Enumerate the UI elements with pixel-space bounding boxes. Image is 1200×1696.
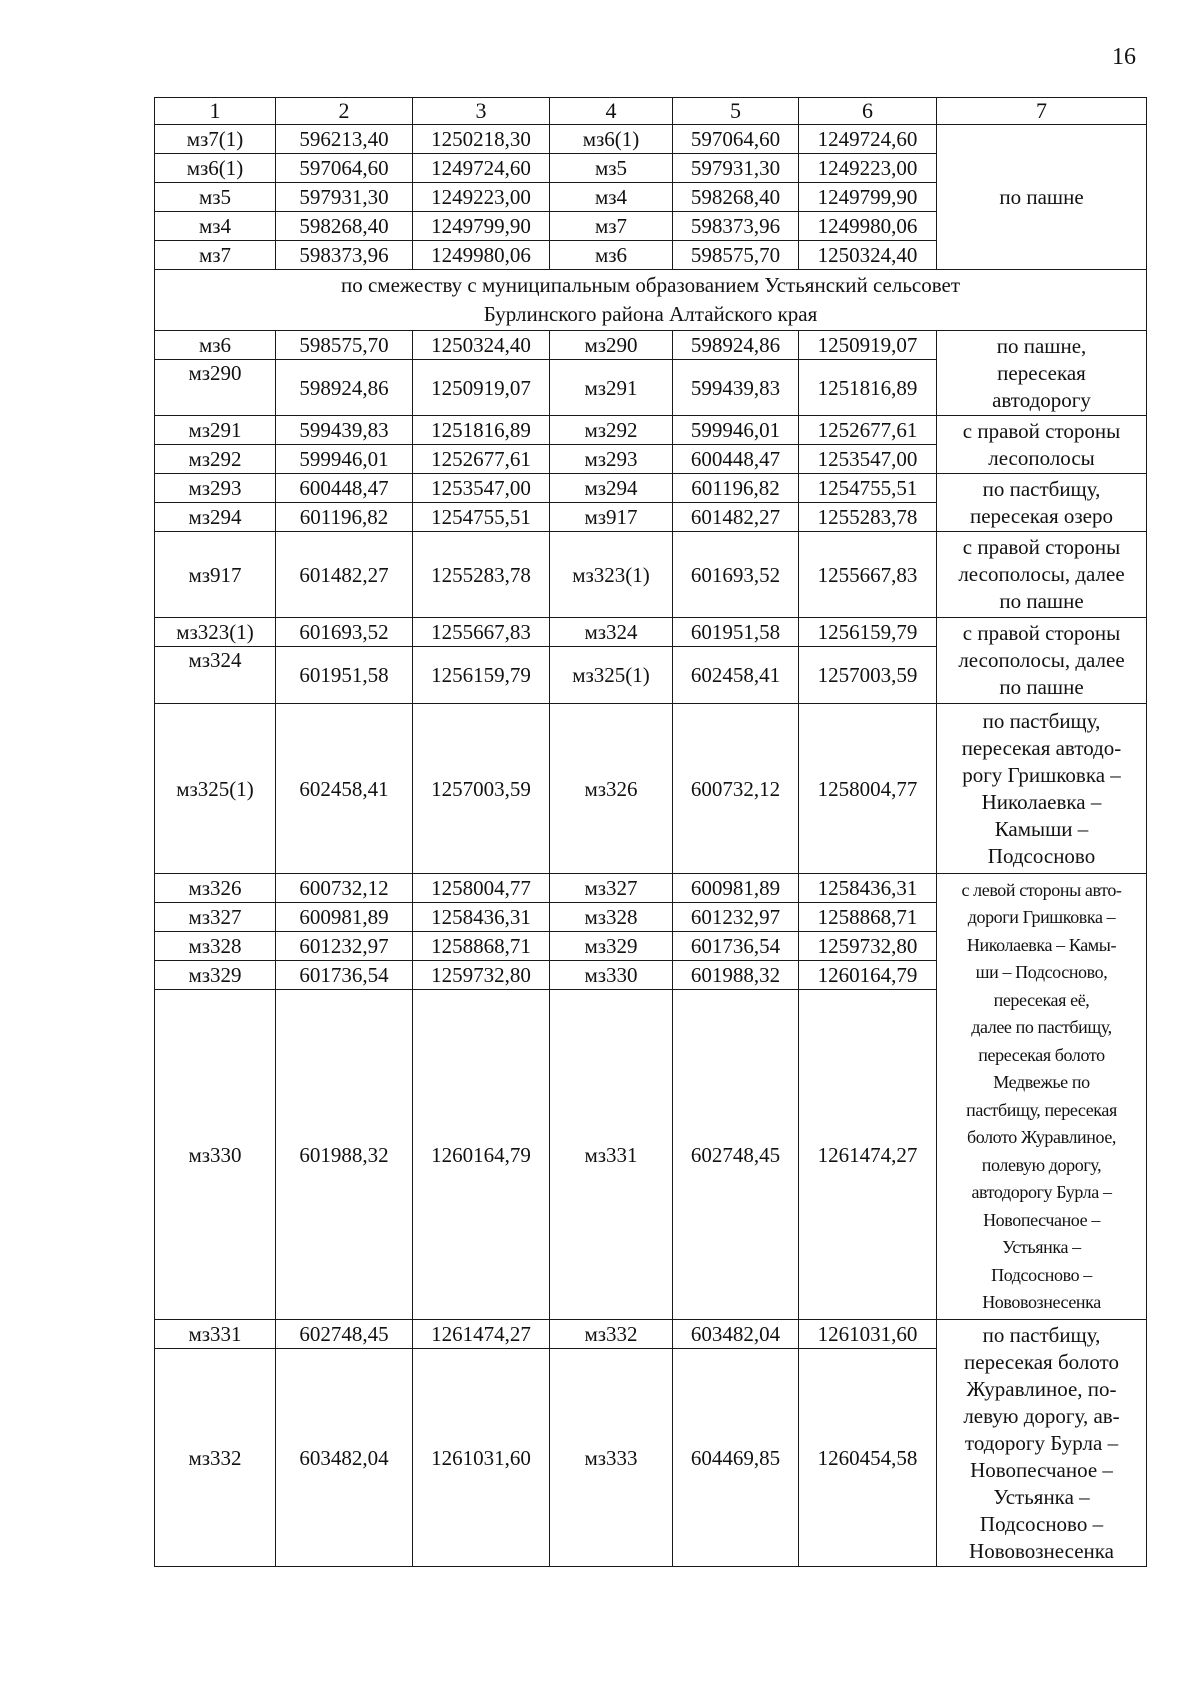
description-line: Устьянка – xyxy=(993,1484,1090,1509)
end-x-cell: 598924,86 xyxy=(673,331,799,360)
start-point-cell: мз331 xyxy=(155,1320,276,1349)
column-header: 1 xyxy=(155,98,276,125)
end-x-cell: 601482,27 xyxy=(673,503,799,532)
start-x-cell: 598924,86 xyxy=(276,360,413,416)
end-x-cell: 597064,60 xyxy=(673,125,799,154)
description-line: Новопесчаное – xyxy=(983,1209,1100,1230)
end-y-cell: 1252677,61 xyxy=(799,416,937,445)
column-header: 6 xyxy=(799,98,937,125)
start-point-cell: мз330 xyxy=(155,990,276,1320)
end-y-cell: 1255283,78 xyxy=(799,503,937,532)
column-header: 4 xyxy=(550,98,673,125)
start-x-cell: 597064,60 xyxy=(276,154,413,183)
description-line: Журавлиное, по- xyxy=(966,1376,1117,1401)
end-point-cell: мз329 xyxy=(550,932,673,961)
start-point-cell: мз293 xyxy=(155,474,276,503)
description-line: Подсосново xyxy=(987,843,1096,868)
description-line: тодорогу Бурла – xyxy=(964,1430,1119,1455)
boundary-description-cell xyxy=(937,1320,1147,1567)
end-y-cell: 1250919,07 xyxy=(799,331,937,360)
start-y-cell: 1249980,06 xyxy=(413,241,550,270)
section-heading-line: по смежеству с муниципальным образованием Устьянский сельсовет xyxy=(340,273,961,297)
start-x-cell: 602458,41 xyxy=(276,704,413,874)
end-y-cell: 1260454,58 xyxy=(799,1349,937,1567)
start-point-cell: мз6(1) xyxy=(155,154,276,183)
end-x-cell: 599439,83 xyxy=(673,360,799,416)
description-line: по пашне, xyxy=(996,333,1087,358)
end-y-cell: 1253547,00 xyxy=(799,445,937,474)
end-x-cell: 601232,97 xyxy=(673,903,799,932)
start-x-cell: 600732,12 xyxy=(276,874,413,903)
description-line: далее по пастбищу, xyxy=(971,1017,1112,1037)
end-point-cell: мз292 xyxy=(550,416,673,445)
start-x-cell: 598268,40 xyxy=(276,212,413,241)
start-point-cell: мз327 xyxy=(155,903,276,932)
start-y-cell: 1249724,60 xyxy=(413,154,550,183)
description-line: с правой стороны xyxy=(962,621,1121,645)
start-x-cell: 601951,58 xyxy=(276,647,413,704)
end-y-cell: 1261031,60 xyxy=(799,1320,937,1349)
start-y-cell: 1257003,59 xyxy=(413,704,550,874)
description-line: Подсосново – xyxy=(991,1264,1092,1285)
start-y-cell: 1249799,90 xyxy=(413,212,550,241)
start-y-cell: 1258004,77 xyxy=(413,874,550,903)
end-point-cell: мз294 xyxy=(550,474,673,503)
end-x-cell: 601693,52 xyxy=(673,532,799,618)
boundary-description-cell xyxy=(937,704,1147,874)
start-x-cell: 600981,89 xyxy=(276,903,413,932)
end-x-cell: 599946,01 xyxy=(673,416,799,445)
description-line: с левой стороны авто- xyxy=(961,879,1122,900)
description-line: Нововознесенка xyxy=(969,1538,1114,1563)
description-line: автодорогу Бурла – xyxy=(971,1182,1112,1202)
end-y-cell: 1258004,77 xyxy=(799,704,937,874)
end-point-cell: мз291 xyxy=(550,360,673,416)
end-y-cell: 1249980,06 xyxy=(799,212,937,241)
table-row xyxy=(155,416,1147,445)
end-point-cell: мз7 xyxy=(550,212,673,241)
start-y-cell: 1258436,31 xyxy=(413,903,550,932)
end-x-cell: 600981,89 xyxy=(673,874,799,903)
column-header: 5 xyxy=(673,98,799,125)
start-y-cell: 1252677,61 xyxy=(413,445,550,474)
page-number: 16 xyxy=(1112,44,1136,70)
table-row xyxy=(155,331,1147,360)
start-x-cell: 601196,82 xyxy=(276,503,413,532)
description-line: Николаевка – xyxy=(981,789,1102,814)
start-point-cell: мз7(1) xyxy=(155,125,276,154)
end-point-cell: мз4 xyxy=(550,183,673,212)
description-line: лесополосы, далее xyxy=(958,648,1125,672)
start-x-cell: 601482,27 xyxy=(276,532,413,618)
description-line: лесополосы xyxy=(988,445,1095,470)
description-line: пересекая xyxy=(997,360,1086,385)
end-x-cell: 601988,32 xyxy=(673,961,799,990)
end-y-cell: 1254755,51 xyxy=(799,474,937,503)
start-point-cell: мз328 xyxy=(155,932,276,961)
end-point-cell: мз324 xyxy=(550,618,673,647)
description-line: рогу Гришковка – xyxy=(962,762,1121,787)
boundary-coordinates-table xyxy=(154,97,1147,1567)
start-y-cell: 1253547,00 xyxy=(413,474,550,503)
description-line: Новопесчаное – xyxy=(970,1457,1113,1482)
description-line: полевую дорогу, xyxy=(981,1154,1102,1175)
end-y-cell: 1257003,59 xyxy=(799,647,937,704)
end-y-cell: 1249724,60 xyxy=(799,125,937,154)
end-x-cell: 602748,45 xyxy=(673,990,799,1320)
start-y-cell: 1260164,79 xyxy=(413,990,550,1320)
start-x-cell: 601988,32 xyxy=(276,990,413,1320)
boundary-description-cell xyxy=(937,331,1147,416)
table-row xyxy=(155,125,1147,154)
end-x-cell: 600732,12 xyxy=(673,704,799,874)
start-point-cell: мз323(1) xyxy=(155,618,276,647)
description-line: левую дорогу, ав- xyxy=(963,1403,1120,1428)
end-y-cell: 1261474,27 xyxy=(799,990,937,1320)
start-y-cell: 1254755,51 xyxy=(413,503,550,532)
end-point-cell: мз6 xyxy=(550,241,673,270)
start-x-cell: 603482,04 xyxy=(276,1349,413,1567)
description-line: Устьянка – xyxy=(1002,1237,1081,1257)
boundary-description-cell xyxy=(937,474,1147,532)
start-x-cell: 600448,47 xyxy=(276,474,413,503)
table-row xyxy=(155,474,1147,503)
description-line: болото Журавлиное, xyxy=(966,1127,1117,1147)
description-line: пересекая озеро xyxy=(969,503,1114,528)
description-line: пересекая её, xyxy=(993,989,1090,1010)
description-line: по пастбищу, xyxy=(982,1322,1101,1347)
end-x-cell: 600448,47 xyxy=(673,445,799,474)
end-y-cell: 1256159,79 xyxy=(799,618,937,647)
description-line: ши – Подсосново, xyxy=(975,962,1108,982)
start-y-cell: 1249223,00 xyxy=(413,183,550,212)
start-point-cell: мз7 xyxy=(155,241,276,270)
description-line: Камыши – xyxy=(994,816,1089,841)
end-point-cell: мз323(1) xyxy=(550,532,673,618)
end-y-cell: 1260164,79 xyxy=(799,961,937,990)
end-x-cell: 598373,96 xyxy=(673,212,799,241)
end-y-cell: 1249799,90 xyxy=(799,183,937,212)
end-point-cell: мз333 xyxy=(550,1349,673,1567)
description-line: Подсосново – xyxy=(979,1511,1104,1536)
section-heading-line: Бурлинского района Алтайского края xyxy=(483,302,818,326)
description-line: пересекая автодо- xyxy=(961,735,1122,760)
table-row xyxy=(155,704,1147,874)
start-point-cell: мз290 xyxy=(155,360,276,416)
start-point-cell: мз6 xyxy=(155,331,276,360)
boundary-description-cell xyxy=(937,416,1147,474)
start-y-cell: 1256159,79 xyxy=(413,647,550,704)
end-x-cell: 602458,41 xyxy=(673,647,799,704)
description-line: по пашне xyxy=(999,675,1084,699)
end-point-cell: мз917 xyxy=(550,503,673,532)
end-point-cell: мз293 xyxy=(550,445,673,474)
table-row xyxy=(155,618,1147,647)
start-y-cell: 1250919,07 xyxy=(413,360,550,416)
end-x-cell: 604469,85 xyxy=(673,1349,799,1567)
start-y-cell: 1250218,30 xyxy=(413,125,550,154)
end-point-cell: мз332 xyxy=(550,1320,673,1349)
description-line: с правой стороны xyxy=(962,535,1121,559)
end-y-cell: 1251816,89 xyxy=(799,360,937,416)
boundary-description-cell xyxy=(937,532,1147,618)
start-x-cell: 599946,01 xyxy=(276,445,413,474)
description-line: по пастбищу, xyxy=(982,708,1101,733)
end-y-cell: 1258868,71 xyxy=(799,903,937,932)
description-line: пересекая болото xyxy=(964,1349,1119,1374)
end-x-cell: 598268,40 xyxy=(673,183,799,212)
start-x-cell: 598575,70 xyxy=(276,331,413,360)
end-point-cell: мз330 xyxy=(550,961,673,990)
end-point-cell: мз326 xyxy=(550,704,673,874)
table-row xyxy=(155,1320,1147,1349)
boundary-description-cell: по пашне xyxy=(937,125,1147,270)
description-line: Нововознесенка xyxy=(982,1292,1101,1312)
start-x-cell: 601736,54 xyxy=(276,961,413,990)
start-y-cell: 1255283,78 xyxy=(413,532,550,618)
start-point-cell: мз291 xyxy=(155,416,276,445)
start-point-cell: мз324 xyxy=(155,647,276,704)
boundary-description-cell xyxy=(937,874,1147,1320)
end-x-cell: 601951,58 xyxy=(673,618,799,647)
start-x-cell: 601693,52 xyxy=(276,618,413,647)
end-point-cell: мз327 xyxy=(550,874,673,903)
description-line: дороги Гришковка – xyxy=(967,907,1116,927)
end-y-cell: 1258436,31 xyxy=(799,874,937,903)
start-y-cell: 1258868,71 xyxy=(413,932,550,961)
start-point-cell: мз325(1) xyxy=(155,704,276,874)
start-point-cell: мз332 xyxy=(155,1349,276,1567)
section-heading-row xyxy=(155,270,1147,331)
description-line: лесополосы, далее xyxy=(958,562,1125,586)
header-row xyxy=(155,98,1147,125)
end-point-cell: мз325(1) xyxy=(550,647,673,704)
end-y-cell: 1249223,00 xyxy=(799,154,937,183)
description-line: по пастбищу, xyxy=(982,476,1101,501)
description-line: пастбищу, пересекая xyxy=(966,1099,1117,1120)
start-y-cell: 1261474,27 xyxy=(413,1320,550,1349)
start-x-cell: 601232,97 xyxy=(276,932,413,961)
end-x-cell: 601196,82 xyxy=(673,474,799,503)
start-x-cell: 597931,30 xyxy=(276,183,413,212)
end-x-cell: 597931,30 xyxy=(673,154,799,183)
start-point-cell: мз4 xyxy=(155,212,276,241)
start-point-cell: мз329 xyxy=(155,961,276,990)
end-x-cell: 601736,54 xyxy=(673,932,799,961)
description-line: автодорогу xyxy=(992,387,1091,412)
description-line: с правой стороны xyxy=(962,418,1121,443)
end-y-cell: 1250324,40 xyxy=(799,241,937,270)
table-row xyxy=(155,874,1147,903)
start-x-cell: 596213,40 xyxy=(276,125,413,154)
description-line: Николаевка – Камы- xyxy=(966,934,1117,955)
column-header: 2 xyxy=(276,98,413,125)
start-y-cell: 1261031,60 xyxy=(413,1349,550,1567)
description-line: Медвежье по xyxy=(993,1072,1090,1092)
section-heading xyxy=(155,270,1147,331)
end-y-cell: 1255667,83 xyxy=(799,532,937,618)
start-point-cell: мз294 xyxy=(155,503,276,532)
start-point-cell: мз5 xyxy=(155,183,276,212)
start-y-cell: 1255667,83 xyxy=(413,618,550,647)
column-header: 7 xyxy=(937,98,1147,125)
description-line: по пашне xyxy=(999,589,1084,613)
table-row xyxy=(155,532,1147,618)
end-x-cell: 603482,04 xyxy=(673,1320,799,1349)
boundary-description-cell xyxy=(937,618,1147,704)
start-y-cell: 1251816,89 xyxy=(413,416,550,445)
end-point-cell: мз5 xyxy=(550,154,673,183)
start-y-cell: 1250324,40 xyxy=(413,331,550,360)
start-x-cell: 602748,45 xyxy=(276,1320,413,1349)
description-line: пересекая болото xyxy=(978,1044,1105,1065)
end-point-cell: мз290 xyxy=(550,331,673,360)
end-point-cell: мз331 xyxy=(550,990,673,1320)
end-point-cell: мз6(1) xyxy=(550,125,673,154)
end-x-cell: 598575,70 xyxy=(673,241,799,270)
end-y-cell: 1259732,80 xyxy=(799,932,937,961)
start-point-cell: мз917 xyxy=(155,532,276,618)
column-header: 3 xyxy=(413,98,550,125)
start-y-cell: 1259732,80 xyxy=(413,961,550,990)
start-point-cell: мз326 xyxy=(155,874,276,903)
start-x-cell: 598373,96 xyxy=(276,241,413,270)
start-x-cell: 599439,83 xyxy=(276,416,413,445)
end-point-cell: мз328 xyxy=(550,903,673,932)
start-point-cell: мз292 xyxy=(155,445,276,474)
